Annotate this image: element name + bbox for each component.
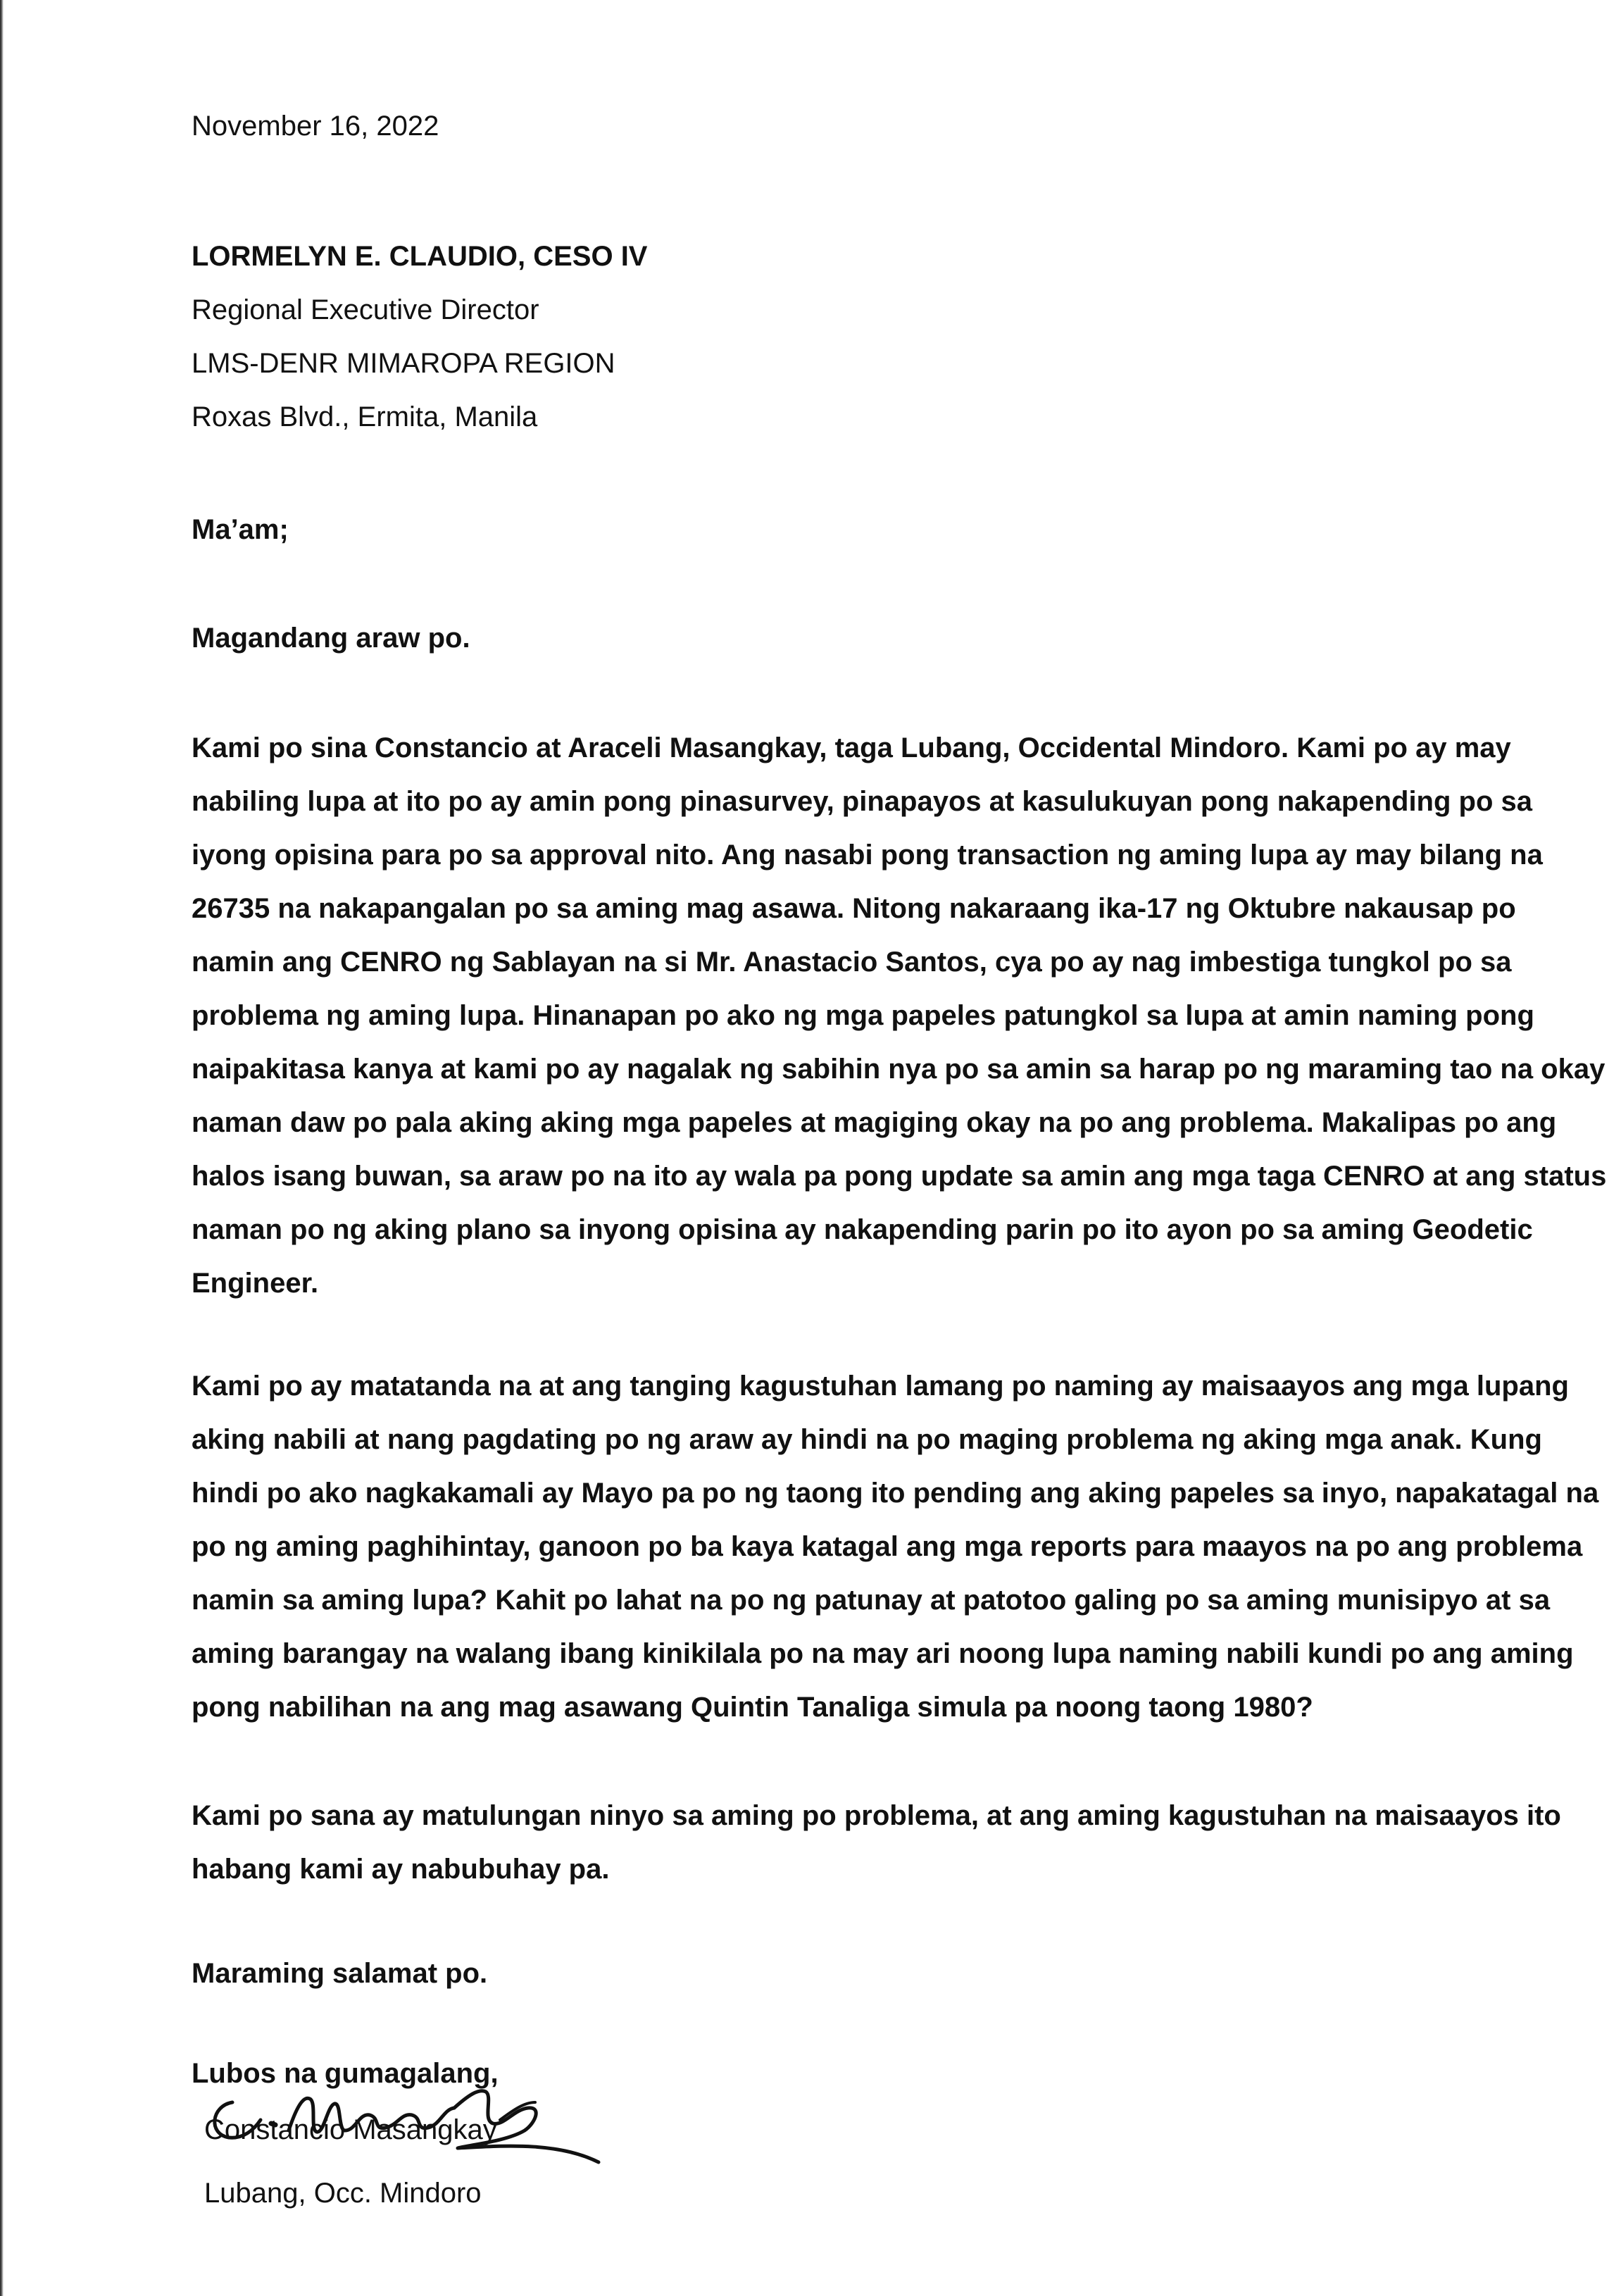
paragraph-2 xyxy=(192,1359,1599,1734)
recipient-address: Roxas Blvd., Ermita, Manila xyxy=(192,401,538,432)
paragraph-1-line: Engineer. xyxy=(192,1268,319,1299)
thanks-line: Maraming salamat po. xyxy=(192,1958,488,1989)
paragraph-1-line: naman daw po pala aking aking mga papeles at magiging okay na po ang problema. Makalipas po ang xyxy=(192,1107,1557,1138)
paragraph-3-line: habang kami ay nabubuhay pa. xyxy=(192,1854,610,1885)
paragraph-2-line: hindi po ako nagkakamali ay Mayo pa po ng taong ito pending ang aking papeles sa inyo, napakatagal na xyxy=(192,1478,1599,1509)
paragraph-1-line: naman po ng aking plano sa inyong opisina ay nakapending parin po ito ayon po sa aming Geodetic xyxy=(192,1214,1533,1245)
paragraph-1-line: problema ng aming lupa. Hinanapan po ako ng mga papeles patungkol sa lupa at amin naming pong xyxy=(192,1000,1534,1031)
recipient-office: LMS-DENR MIMAROPA REGION xyxy=(192,348,615,379)
signer-name: Constancio Masangkay xyxy=(204,2114,497,2145)
paragraph-3 xyxy=(192,1789,1561,1896)
paragraph-1-line: iyong opisina para po sa approval nito. Ang nasabi pong transaction ng aming lupa ay may bilang na xyxy=(192,840,1543,871)
paragraph-1-line: namin ang CENRO ng Sablayan na si Mr. Anastacio Santos, cya po ay nag imbestiga tungkol po sa xyxy=(192,947,1512,978)
paragraph-1-line: nabiling lupa at ito po ay amin pong pinasurvey, pinapayos at kasulukuyan pong nakapending po sa xyxy=(192,786,1533,817)
scan-edge xyxy=(0,0,4,2296)
recipient-title: Regional Executive Director xyxy=(192,294,539,325)
signer-location: Lubang, Occ. Mindoro xyxy=(204,2178,482,2209)
paragraph-2-line: namin sa aming lupa? Kahit po lahat na po ng patunay at patotoo galing po sa aming munisipyo at sa xyxy=(192,1585,1551,1616)
paragraph-2-line: aming barangay na walang ibang kinikilala po na may ari noong lupa naming nabili kundi po ang aming xyxy=(192,1638,1574,1669)
paragraph-2-line: po ng aming paghihintay, ganoon po ba kaya katagal ang mga reports para maayos na po ang problema xyxy=(192,1531,1583,1562)
greeting: Magandang araw po. xyxy=(192,623,470,654)
paragraph-2-line: aking nabili at nang pagdating po ng araw ay hindi na po maging problema ng aking mga anak. Kung xyxy=(192,1424,1542,1455)
paragraph-1-line: Kami po sina Constancio at Araceli Masangkay, taga Lubang, Occidental Mindoro. Kami po ay may xyxy=(192,732,1511,763)
paragraph-2-line: pong nabilihan na ang mag asawang Quintin Tanaliga simula pa noong taong 1980? xyxy=(192,1692,1313,1723)
paragraph-1 xyxy=(192,721,1607,1310)
salutation: Ma’am; xyxy=(192,514,289,545)
recipient-name: LORMELYN E. CLAUDIO, CESO IV xyxy=(192,241,648,272)
closing-line: Lubos na gumagalang, xyxy=(192,2058,499,2089)
paragraph-1-line: 26735 na nakapangalan po sa aming mag asawa. Nitong nakaraang ika-17 ng Oktubre nakausap po xyxy=(192,893,1516,924)
paragraph-2-line: Kami po ay matatanda na at ang tanging kagustuhan lamang po naming ay maisaayos ang mga lupang xyxy=(192,1371,1569,1402)
letter-date: November 16, 2022 xyxy=(192,111,439,142)
paragraph-3-line: Kami po sana ay matulungan ninyo sa aming po problema, at ang aming kagustuhan na maisaayos ito xyxy=(192,1800,1561,1831)
paragraph-1-line: halos isang buwan, sa araw po na ito ay wala pa pong update sa amin ang mga taga CENRO at ang status xyxy=(192,1161,1607,1192)
paragraph-1-line: naipakitasa kanya at kami po ay nagalak ng sabihin nya po sa amin sa harap po ng maraming tao na okay xyxy=(192,1054,1606,1085)
